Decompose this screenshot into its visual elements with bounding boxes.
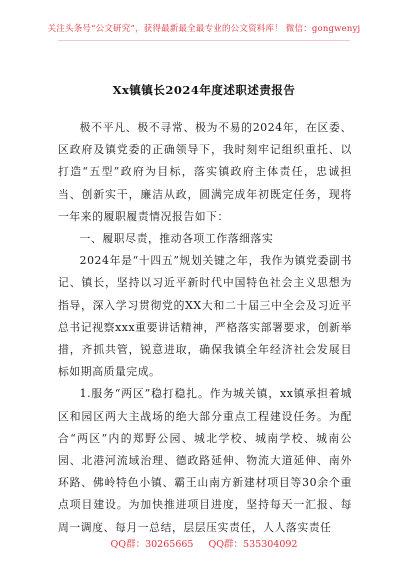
- footer-qq-group-2: QQ群：535304092: [208, 539, 298, 550]
- document-title: Xx镇镇长2024年度述职述责报告: [112, 83, 296, 97]
- header-divider: [58, 40, 350, 41]
- document-body: [58, 117, 352, 539]
- section-heading: 一、履职尽责，推动各项工作落细落实: [79, 232, 274, 246]
- paragraph: 2024年是“十四五”规划关键之年，我作为镇党委副书记、镇长，坚持以习近平新时代中国特色社会主义思想为指导，深入学习贯彻党的XX大和二十届三中全会及习近平总书记视察xxx重要讲话精神，严格落实部署要求，创新举措，齐抓共管，锐意进取，确保我镇全年经济社会发展目标如期高质量完成。: [58, 254, 352, 379]
- footer-qq-group-1: QQ群：30265665: [110, 539, 194, 550]
- footer-contacts: [0, 536, 408, 550]
- paragraph: 1.服务“两区”稳打稳扎。作为城关镇，xx镇承担着城区和园区两大主战场的绝大部分重点工程建设任务。为配合“两区”内的郑野公园、城北学校、城南学校、城南公园、北港河流域治理、德政路延伸、物流大道延伸、南外环路、佛岭特色小镇、霸王山南方新建材项目等30余个重点项目建设。为加快推进项目进度，坚持每天一汇报、每周一调度、每月一总结，层层压实责任，人人落实责任: [58, 387, 352, 534]
- paragraph: 极不平凡、极不寻常、极为不易的2024年，在区委、区政府及镇党委的正确领导下，我时刻牢记组织重托、以打造“五型”政府为目标，落实镇政府主体责任，忠诚担当、创新实干，廉洁从政，圆满完成年初既定任务，现将一年来的履职履责情况报告如下：: [58, 121, 352, 223]
- header-banner: 关注头条号“公文研究”，获得最新最全最专业的公文资料库！ 微信：gongwenyj: [47, 24, 361, 34]
